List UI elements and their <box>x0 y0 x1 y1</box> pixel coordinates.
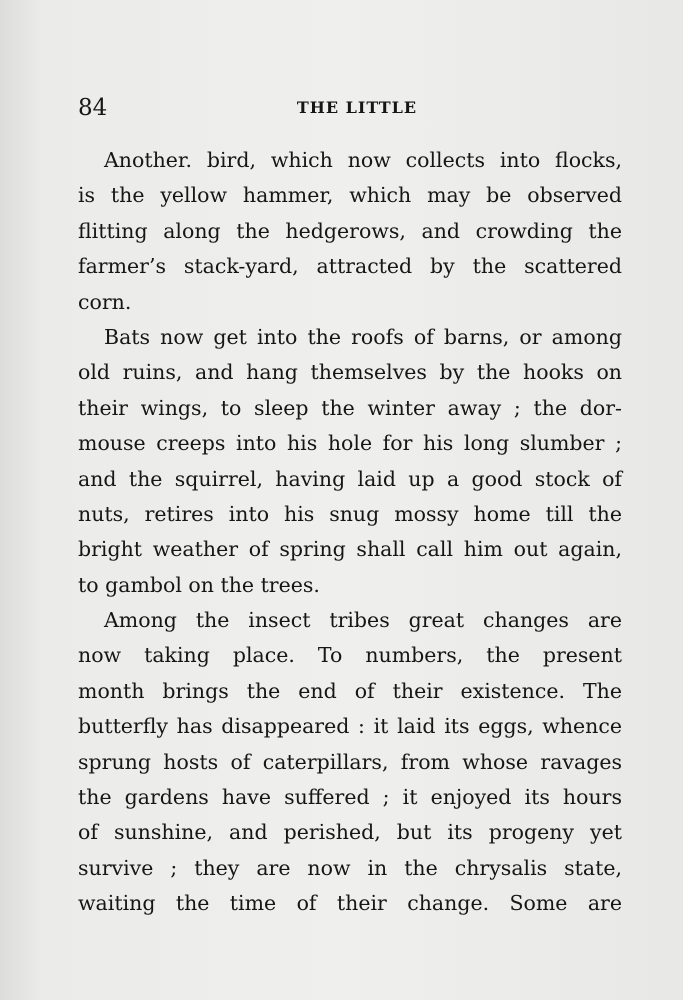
text-line: nuts, retires into his snug mossy home till the <box>78 501 622 526</box>
text-line: survive ; they are now in the chrysalis state, <box>78 855 622 880</box>
text-line: is the yellow hammer, which may be observed <box>78 183 622 208</box>
text-line: butterfly has disappeared : it laid its eggs, whence <box>78 714 622 739</box>
paragraph-1 <box>78 143 622 320</box>
paragraph-3 <box>78 603 622 922</box>
text-line: their wings, to sleep the winter away ; the dor- <box>78 395 622 420</box>
text-line: Another. bird, which now collects into flocks, <box>104 148 622 172</box>
text-line: the gardens have suffered ; it enjoyed its hours <box>78 785 622 810</box>
text-line: and the squirrel, having laid up a good stock of <box>78 466 622 491</box>
text-line: mouse creeps into his hole for his long slumber ; <box>78 431 622 456</box>
text-line: corn. <box>78 289 132 314</box>
text-line: to gambol on the trees. <box>78 572 320 597</box>
text-line: month brings the end of their existence. The <box>78 678 622 703</box>
text-line: Among the insect tribes great changes are <box>104 608 622 633</box>
text-line: Bats now get into the roofs of barns, or among <box>104 324 622 349</box>
text-line: flitting along the hedgerows, and crowding the <box>78 218 622 243</box>
text-line: bright weather of spring shall call him out again, <box>78 537 622 562</box>
text-line: old ruins, and hang themselves by the hooks on <box>78 360 622 385</box>
body-text <box>78 143 622 922</box>
text-line: farmer’s stack-yard, attracted by the scattered <box>78 254 622 279</box>
running-head <box>78 92 622 124</box>
text-line: sprung hosts of caterpillars, from whose ravages <box>78 749 622 774</box>
running-title: THE LITTLE <box>296 98 418 117</box>
text-line: of sunshine, and perished, but its progeny yet <box>78 820 622 845</box>
text-line: now taking place. To numbers, the present <box>78 643 622 668</box>
paragraph-2 <box>78 320 622 603</box>
text-line: waiting the time of their change. Some are <box>78 891 622 916</box>
page-number: 84 <box>78 95 108 121</box>
